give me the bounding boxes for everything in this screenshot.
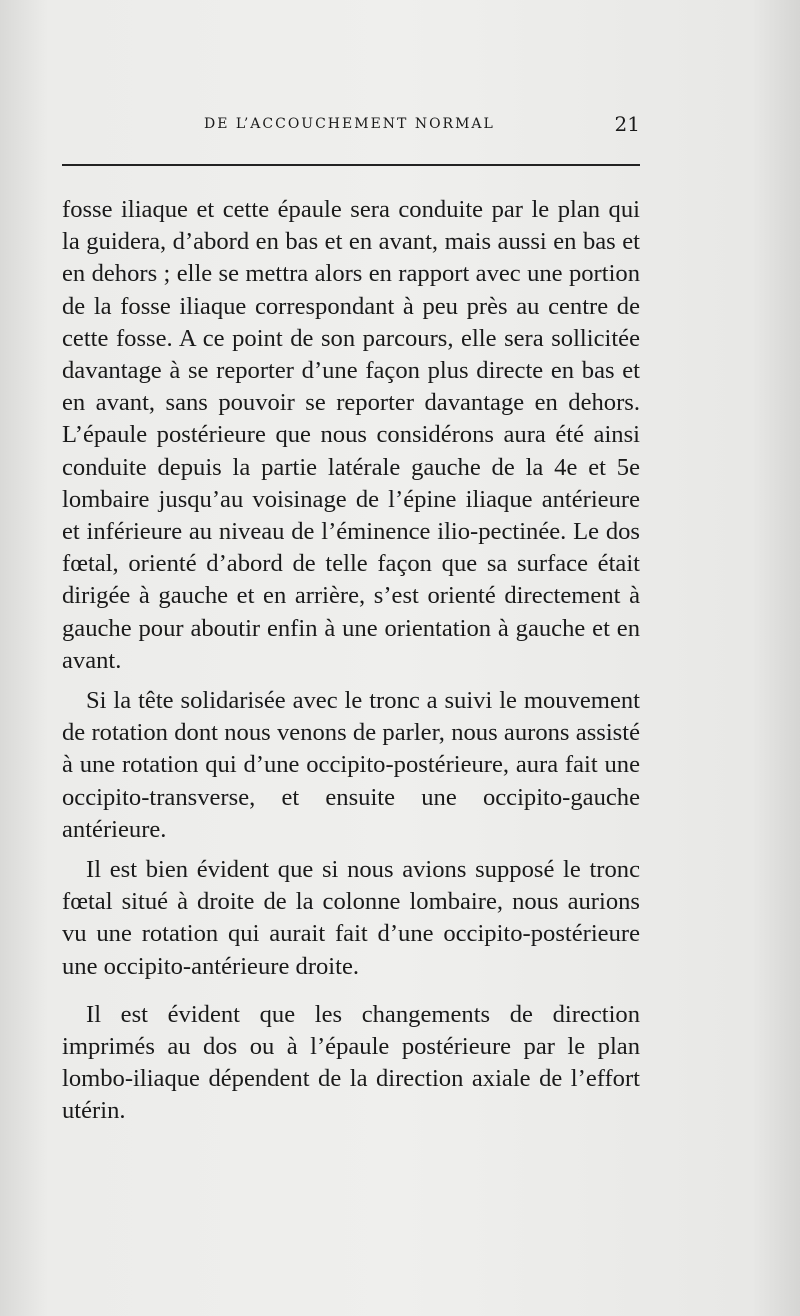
page-number: 21 [614, 112, 640, 136]
page-header [62, 112, 640, 142]
running-title: DE L’ACCOUCHEMENT NORMAL [204, 116, 495, 132]
paragraph-1: fosse iliaque et cette épaule sera conduite par le plan qui la guidera, d’abord en bas et en avant, mais aussi en bas et en dehors ; elle se mettra alors en rapport avec une portion de la fosse iliaque correspondant à peu près au centre de cette fosse. A ce point de son parcours, elle sera sollicitée davantage à se reporter d’une façon plus directe en bas et en avant, sans pouvoir se reporter davantage en dehors. L’épaule postérieure que nous considérons aura été ainsi conduite depuis la partie latérale gauche de la 4e et 5e lombaire jusqu’au voisinage de l’épine iliaque antérieure et inférieure au niveau de l’éminence ilio-pectinée. Le dos fœtal, orienté d’abord de telle façon que sa surface était dirigée à gauche et en arrière, s’est orienté directement à gauche pour aboutir enfin à une orientation à gauche et en avant. [62, 196, 640, 674]
paragraph-3: Il est bien évident que si nous avions supposé le tronc fœtal situé à droite de la colonne lombaire, nous aurions vu une rotation qui aurait fait d’une occipito-postérieure une occipito-antérieure droite. [62, 856, 640, 980]
paragraph-2: Si la tête solidarisée avec le tronc a suivi le mouvement de rotation dont nous venons de parler, nous aurons assisté à une rotation qui d’une occipito-postérieure, aura fait une occipito-transverse, et ensuite une occipito-gauche antérieure. [62, 687, 640, 843]
paragraph-4: Il est évident que les changements de direction imprimés au dos ou à l’épaule postérieure par le plan lombo-iliaque dépendent de la direction axiale de l’effort utérin. [62, 1000, 640, 1125]
body-text [62, 194, 640, 1128]
header-rule [62, 164, 640, 166]
